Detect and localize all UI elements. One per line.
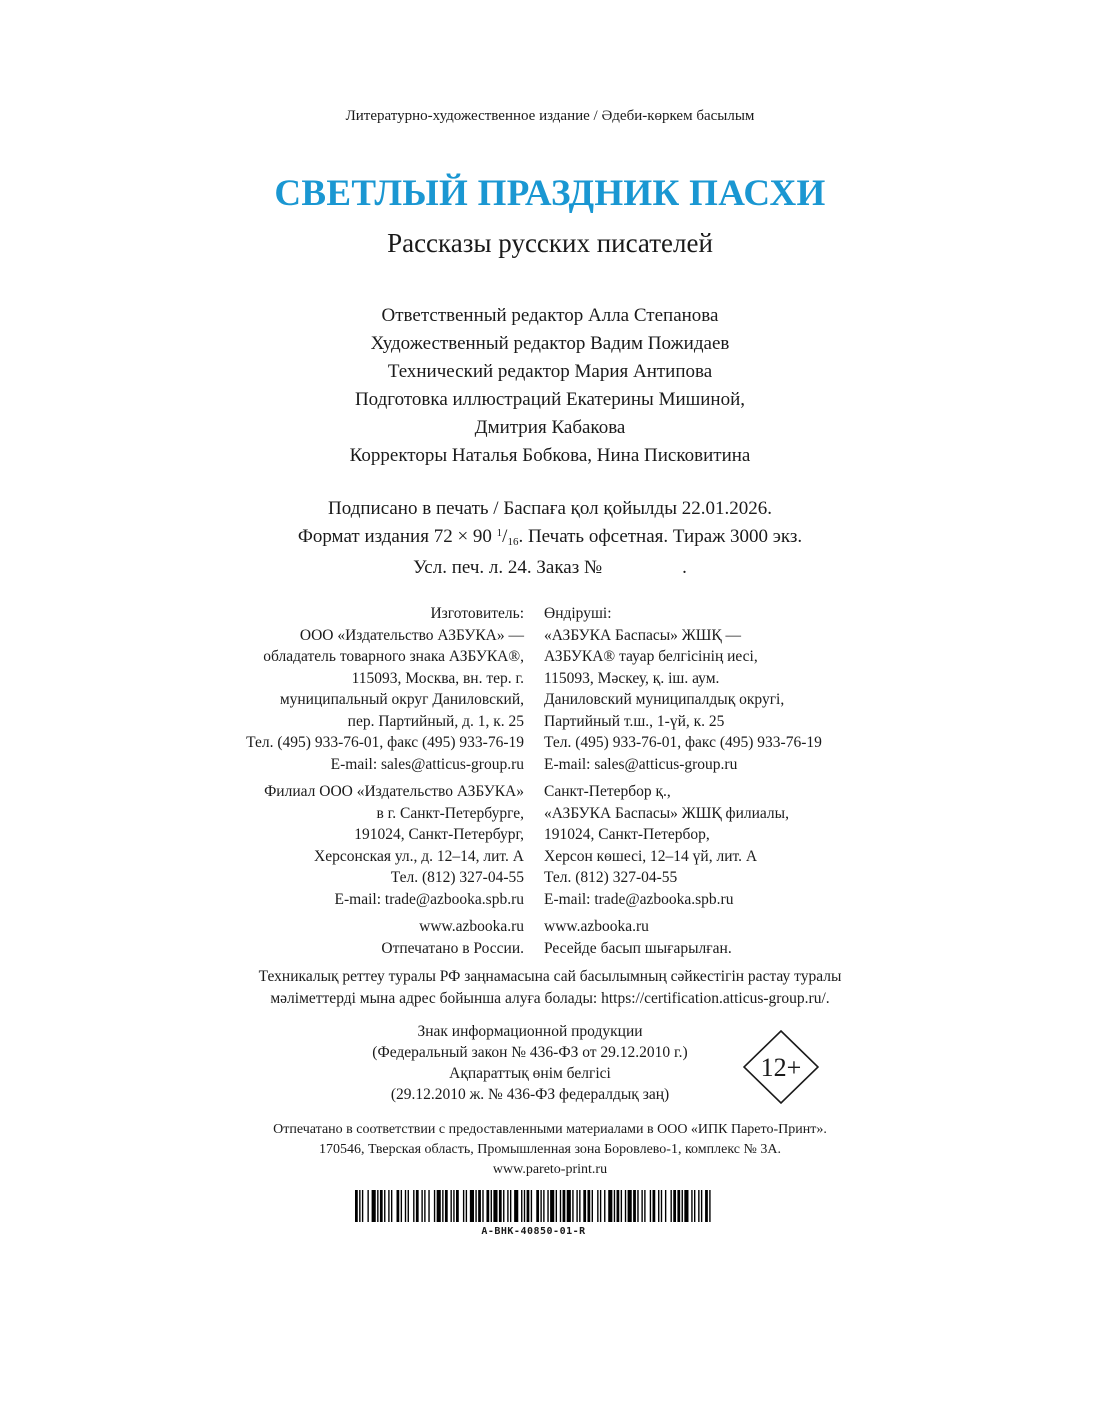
address-line: Филиал ООО «Издательство АЗБУКА» [264, 783, 524, 800]
website-line: www.azbooka.ru [419, 918, 524, 935]
book-subtitle: Рассказы русских писателей [387, 228, 713, 258]
address-line: Партийный т.ш., 1-үй, к. 25 [544, 712, 725, 730]
address-line: Санкт-Петербор қ., [544, 783, 671, 800]
book-title: СВЕТЛЫЙ ПРАЗДНИК ПАСХИ [274, 173, 826, 214]
credit-line: Подготовка иллюстраций Екатерины Мишиной, [354, 389, 746, 410]
printed-in-line: Ресейде басып шығарылған. [544, 939, 732, 957]
address-line: ООО «Издательство АЗБУКА» — [299, 626, 524, 644]
info-sign-text [300, 1021, 760, 1105]
address-line: Даниловский муниципалдық округі, [544, 691, 785, 708]
sheets-line [0, 555, 1100, 580]
order-end: . [682, 557, 687, 578]
manufacturer-kz-footer [544, 916, 822, 959]
manufacturer-kz [544, 603, 822, 959]
address-line: Херсон көшесі, 12–14 үй, лит. А [544, 847, 758, 865]
credit-line: Дмитрия Кабакова [474, 417, 626, 438]
printer-info [0, 1120, 1100, 1180]
signed-line: Подписано в печать / Баспаға қол қойылды 22.01.2026. [328, 498, 772, 519]
format-line [0, 521, 1100, 555]
printer-line: 170546, Тверская область, Промышленная зона Боровлево-1, комплекс № 3А. [319, 1142, 781, 1157]
address-line: 115093, Москва, вн. тер. г. [351, 669, 524, 687]
manufacturer-ru-branch [246, 781, 524, 910]
certification-note [0, 966, 1100, 1009]
format-numerator: 1 [496, 527, 503, 539]
manufacturer-kz-main [544, 603, 822, 775]
credit-line: Корректоры Наталья Бобкова, Нина Писковитина [349, 445, 751, 466]
address-line: 191024, Санкт-Петербург, [354, 826, 524, 843]
email-line: E-mail: sales@atticus-group.ru [544, 755, 738, 773]
age-rating-badge [743, 1030, 819, 1104]
address-line: пер. Партийный, д. 1, к. 25 [347, 712, 524, 730]
address-line: обладатель товарного знака АЗБУКА®, [263, 648, 524, 665]
address-line: Изготовитель: [430, 605, 524, 622]
address-line: «АЗБУКА Баспасы» ЖШҚ — [544, 626, 742, 644]
email-line: E-mail: sales@atticus-group.ru [330, 755, 524, 773]
phone-line: Тел. (812) 327-04-55 [390, 869, 524, 886]
manufacturer-ru-footer [246, 916, 524, 959]
info-sign-line: Знак информационной продукции [417, 1023, 643, 1040]
credits-block [0, 302, 1100, 470]
email-line: E-mail: trade@azbooka.spb.ru [334, 890, 524, 908]
phone-line: Тел. (812) 327-04-55 [544, 869, 678, 886]
printer-line: Отпечатано в соответствии с предоставленными материалами в ООО «ИПК Парето-Принт». [273, 1122, 827, 1137]
info-sign-line: (Федеральный закон № 436-ФЗ от 29.12.2010 г.) [372, 1044, 688, 1061]
age-rating-text: 12+ [760, 1053, 802, 1082]
credit-line: Художественный редактор Вадим Пожидаев [370, 333, 730, 354]
format-suffix: . Печать офсетная. Тираж 3000 экз. [518, 526, 803, 547]
address-line: в г. Санкт-Петербурге, [376, 804, 524, 822]
address-line: 191024, Санкт-Петербор, [544, 826, 710, 843]
diamond-icon [743, 1030, 819, 1104]
barcode [355, 1190, 712, 1222]
format-denominator: 16 [507, 536, 519, 548]
format-prefix: Формат издания 72 × 90 [297, 526, 492, 547]
info-sign-line: Ақпараттық өнім белгісі [449, 1065, 611, 1082]
barcode-icon [355, 1190, 712, 1222]
credit-line: Ответственный редактор Алла Степанова [381, 305, 719, 326]
credit-line: Технический редактор Мария Антипова [387, 361, 713, 382]
email-line: E-mail: trade@azbooka.spb.ru [544, 890, 734, 908]
info-sign-line: (29.12.2010 ж. № 436-ФЗ федералдық заң) [390, 1086, 670, 1103]
printer-website: www.pareto-print.ru [492, 1162, 608, 1177]
edition-type: Литературно-художественное издание / Әдеби-көркем басылым [345, 108, 755, 124]
manufacturer-ru-main [246, 603, 524, 775]
address-line: Херсонская ул., д. 12–14, лит. А [314, 847, 524, 865]
sheets-text: Усл. печ. л. 24. Заказ № [413, 557, 603, 578]
address-line: муниципальный округ Даниловский, [279, 691, 524, 708]
manufacturer-ru [246, 603, 524, 959]
address-line: Өндіруші: [544, 605, 612, 622]
manufacturer-kz-branch [544, 781, 822, 910]
address-line: «АЗБУКА Баспасы» ЖШҚ филиалы, [544, 804, 789, 822]
phone-line: Тел. (495) 933-76-01, факс (495) 933-76-19 [544, 734, 822, 751]
website-line: www.azbooka.ru [544, 918, 649, 935]
print-info-block [0, 496, 1100, 580]
address-line: АЗБУКА® тауар белгісінің иесі, [544, 648, 758, 665]
address-line: 115093, Мәскеу, қ. іш. аум. [544, 669, 720, 687]
certification-line: мәліметтерді мына адрес бойынша алуға болады: https://certification.atticus-group.ru/. [270, 989, 830, 1007]
printed-in-line: Отпечатано в России. [381, 939, 524, 957]
format-slash: / [502, 526, 508, 547]
certification-line: Техникалық реттеу туралы РФ заңнамасына сай басылымның сәйкестігін растау туралы [258, 968, 842, 985]
phone-line: Тел. (495) 933-76-01, факс (495) 933-76-19 [246, 734, 524, 751]
barcode-label: A-BHK-40850-01-R [481, 1226, 586, 1237]
